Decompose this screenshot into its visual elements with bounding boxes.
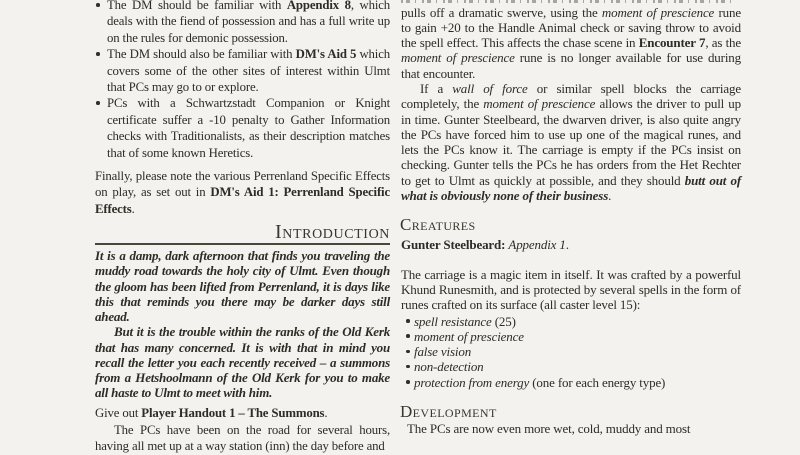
paragraph-swerve <box>401 5 741 81</box>
text-run: DM's Aid 5 <box>295 47 357 62</box>
introduction-heading: Introduction <box>275 221 390 244</box>
list-item <box>414 344 741 359</box>
creature-stat-line <box>401 237 741 252</box>
read-aloud-paragraph: But it is the trouble within the ranks of the Old Kerk that has many concerned. It is with that in mind you recall the letter you each recently received – a summons from a Hetshoolmann of the Old Kerk for you to make all haste to Ulmt to meet with him. <box>95 324 390 401</box>
right-column <box>400 0 741 436</box>
text-run: allows the driver to pull up in time. Gunter Steelbeard, the dwarven driver, is also quite angry the PCs have forced him to use up one of the magical runes, and lets the PCs know it. The carriage is empty if the PCs insist on checking. Gunter tells the PCs he has orders from the Het Rechter to get to Ulmt as quickly at possible, and they should <box>401 96 741 188</box>
text-run: moment of prescience <box>414 328 524 344</box>
left-column <box>95 0 390 455</box>
text-run: The PCs have been on the road for several hours, having all met up at a way station (inn) the day before and <box>95 422 390 454</box>
list-item <box>414 375 741 390</box>
list-item <box>107 95 390 161</box>
text-run: PCs with a Schwartzstadt Companion or Knight certificate suffer a -10 penalty to Gather Information checks with Traditionalists, as their description matches that of some known Heretics. <box>107 96 390 160</box>
text-run: If a <box>420 80 453 96</box>
text-run: The carriage is a magic item in itself. It was crafted by a powerful Khund Runesmith, and is protected by several spells in the form of runes crafted on its surface (all caster level 15): <box>401 266 741 313</box>
dm-preparation-list <box>95 0 390 161</box>
text-run: The DM should be familiar with <box>107 0 287 12</box>
text-run: DM's Aid 1: Perrenland Specific Effects <box>95 185 390 216</box>
text-run: (one for each energy type) <box>529 374 666 390</box>
paragraph-carriage <box>401 267 741 313</box>
text-run: . <box>324 406 328 421</box>
text-run: Finally, please note the various Perrenland Specific Effects on play, as set out in <box>95 169 390 200</box>
heading-rule <box>95 243 390 245</box>
text-run: butt out of what is obviously none of their business <box>401 172 742 204</box>
text-run: moment of prescience <box>483 96 596 112</box>
paragraph-wall-of-force <box>401 81 741 203</box>
text-run: The PCs are now even more wet, cold, muddy and most <box>407 421 691 437</box>
text-run: rune to gain +20 to the Handle Animal check or saving throw to avoid the spell effect. This affects the chase scene in <box>401 4 741 51</box>
paragraph-handout <box>95 405 390 421</box>
list-item <box>414 329 741 344</box>
creatures-heading: Creatures <box>400 215 476 235</box>
text-run: false vision <box>414 344 472 360</box>
text-run: moment of prescience <box>601 4 715 20</box>
text-run: non-detection <box>414 359 484 375</box>
rune-spell-list <box>401 314 741 390</box>
list-item <box>414 314 741 329</box>
read-aloud-paragraph: It is a damp, dark afternoon that finds you traveling the muddy road towards the holy city of Ulmt. Even though the gloom has been lifted from Perrenland, it is days like this that reminds you there may be darker days still ahead. <box>95 248 390 325</box>
text-run: Appendix 1 <box>508 237 566 253</box>
text-run: , as the <box>705 35 742 51</box>
list-item <box>107 46 390 95</box>
paragraph-perrenland-effects <box>95 168 390 217</box>
text-run: Give out <box>95 406 142 421</box>
list-item <box>107 0 390 46</box>
text-run: , which deals with the fiend of possession and has a full write up on the rules for demonic possession. <box>107 0 390 45</box>
text-run: Encounter 7 <box>638 35 706 51</box>
text-run: The DM should also be familiar with <box>107 47 296 62</box>
text-run: protection from energy <box>414 374 530 390</box>
paragraph-development <box>401 421 741 436</box>
text-run: which covers some of the other sites of interest within Ulmt that PCs may go to or explore. <box>107 47 390 95</box>
text-run: . <box>565 237 569 253</box>
clipped-text-fragment <box>401 0 731 3</box>
read-aloud-box <box>95 248 390 400</box>
text-run: . <box>608 188 612 204</box>
text-run: moment of prescience <box>401 50 515 66</box>
development-heading: Development <box>400 402 497 422</box>
text-run: pulls off a dramatic swerve, using the <box>401 4 602 20</box>
text-run: Player Handout 1 – The Summons <box>141 406 325 421</box>
text-run: Gunter Steelbeard: <box>401 237 506 253</box>
text-run: spell resistance <box>414 313 492 329</box>
text-run: (25) <box>491 313 516 329</box>
text-run: . <box>131 201 135 216</box>
text-run: rune is no longer available for use during that encounter. <box>401 50 741 81</box>
list-item <box>414 359 741 374</box>
text-run: or similar spell blocks the carriage completely, the <box>401 80 741 112</box>
text-run: Appendix 8 <box>286 0 351 12</box>
text-run: wall of force <box>452 80 528 96</box>
